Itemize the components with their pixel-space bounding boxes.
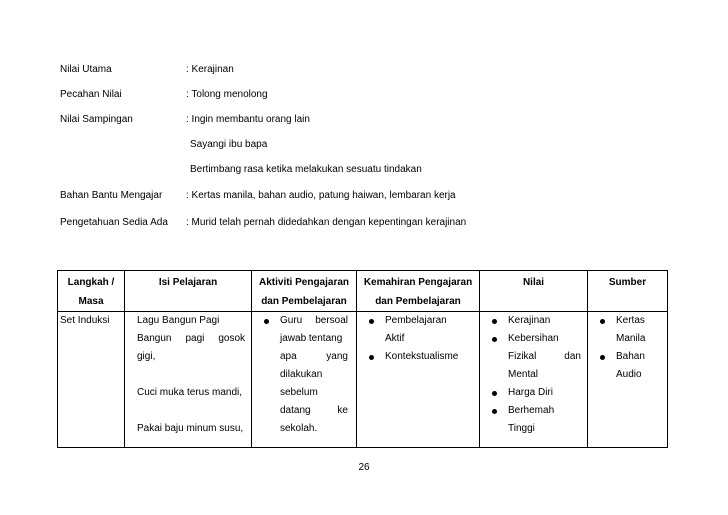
cell-text: Berhemah xyxy=(508,405,555,416)
cell-aktiviti xyxy=(252,312,357,448)
header-text: Langkah / xyxy=(67,277,115,288)
cell-text: sebelum xyxy=(280,387,318,398)
bullet-icon xyxy=(492,391,497,396)
bullet-icon xyxy=(600,355,605,360)
cell-text: Bangun pagi gosok xyxy=(137,333,245,344)
info-value: : Ingin membantu orang lain xyxy=(186,114,310,125)
info-label: Nilai Utama xyxy=(60,64,112,75)
bullet-icon xyxy=(264,319,269,324)
header-kemahiran xyxy=(357,271,480,312)
list-item xyxy=(363,348,475,366)
header-text: dan Pembelajaran xyxy=(375,296,461,307)
cell-text: Manila xyxy=(616,333,646,344)
table-header-row xyxy=(58,271,668,312)
info-label: Nilai Sampingan xyxy=(60,114,133,125)
cell-text: Kontekstualisme xyxy=(385,351,459,362)
cell-text: datang ke xyxy=(280,405,348,416)
cell-text: sekolah. xyxy=(280,423,318,434)
cell-text: jawab tentang xyxy=(280,333,343,344)
header-nilai xyxy=(480,271,588,312)
page-number: 26 xyxy=(358,462,370,473)
cell-text: Pakai baju minum susu, xyxy=(137,423,244,434)
list-item xyxy=(594,348,663,384)
info-value: : Kertas manila, bahan audio, patung haiwan, lembaran kerja xyxy=(186,190,456,201)
cell-kemahiran xyxy=(357,312,480,448)
cell-text: Aktif xyxy=(385,333,405,344)
cell-text: Mental xyxy=(508,369,539,380)
cell-text: Kertas xyxy=(616,315,645,326)
cell-text: Kebersihan xyxy=(508,333,559,344)
cell-text: Fizikal dan xyxy=(508,351,581,362)
header-aktiviti xyxy=(252,271,357,312)
list-item xyxy=(486,312,581,330)
list-item xyxy=(258,312,348,438)
header-sumber xyxy=(588,271,668,312)
cell-text: Lagu Bangun Pagi xyxy=(137,315,220,326)
cell-text: Tinggi xyxy=(508,423,535,434)
list-item xyxy=(594,312,663,348)
bullet-icon xyxy=(369,355,374,360)
table-row xyxy=(58,312,668,448)
cell-text: Guru bersoal xyxy=(280,315,348,326)
cell-isi xyxy=(125,312,252,448)
bullet-icon xyxy=(492,409,497,414)
header-langkah xyxy=(58,271,125,312)
bullet-icon xyxy=(369,319,374,324)
info-label: Bahan Bantu Mengajar xyxy=(60,190,163,201)
header-text: Sumber xyxy=(608,277,647,288)
cell-text: apa yang xyxy=(280,351,348,362)
cell-langkah xyxy=(58,312,125,448)
info-label: Pengetahuan Sedia Ada xyxy=(60,217,168,228)
cell-text: Audio xyxy=(616,369,642,380)
header-text: Kemahiran Pengajaran xyxy=(363,277,473,288)
header-isi xyxy=(125,271,252,312)
info-label: Pecahan Nilai xyxy=(60,89,122,100)
info-value: Sayangi ibu bapa xyxy=(190,139,268,150)
info-value: : Tolong menolong xyxy=(186,89,268,100)
cell-sumber xyxy=(588,312,668,448)
lesson-plan-table xyxy=(57,270,668,448)
header-text: dan Pembelajaran xyxy=(261,296,347,307)
info-value: : Murid telah pernah didedahkan dengan kepentingan kerajinan xyxy=(186,217,467,228)
header-text: Aktiviti Pengajaran xyxy=(258,277,350,288)
cell-text: Pembelajaran xyxy=(385,315,447,326)
cell-text: Kerajinan xyxy=(508,315,551,326)
cell-nilai xyxy=(480,312,588,448)
list-item xyxy=(363,312,475,348)
list-item xyxy=(486,330,581,384)
cell-text: Set Induksi xyxy=(60,315,110,326)
list-item xyxy=(486,384,581,402)
cell-text: gigi, xyxy=(137,351,156,362)
bullet-icon xyxy=(492,337,497,342)
cell-text: dilakukan xyxy=(280,369,323,380)
bullet-icon xyxy=(492,319,497,324)
info-value: : Kerajinan xyxy=(186,64,234,75)
bullet-icon xyxy=(600,319,605,324)
header-text: Nilai xyxy=(522,277,545,288)
info-value: Bertimbang rasa ketika melakukan sesuatu tindakan xyxy=(190,164,422,175)
cell-text: Bahan xyxy=(616,351,645,362)
list-item xyxy=(486,402,581,438)
header-text: Masa xyxy=(78,296,104,307)
cell-text: Harga Diri xyxy=(508,387,554,398)
header-text: Isi Pelajaran xyxy=(158,277,218,288)
cell-text: Cuci muka terus mandi, xyxy=(137,387,243,398)
